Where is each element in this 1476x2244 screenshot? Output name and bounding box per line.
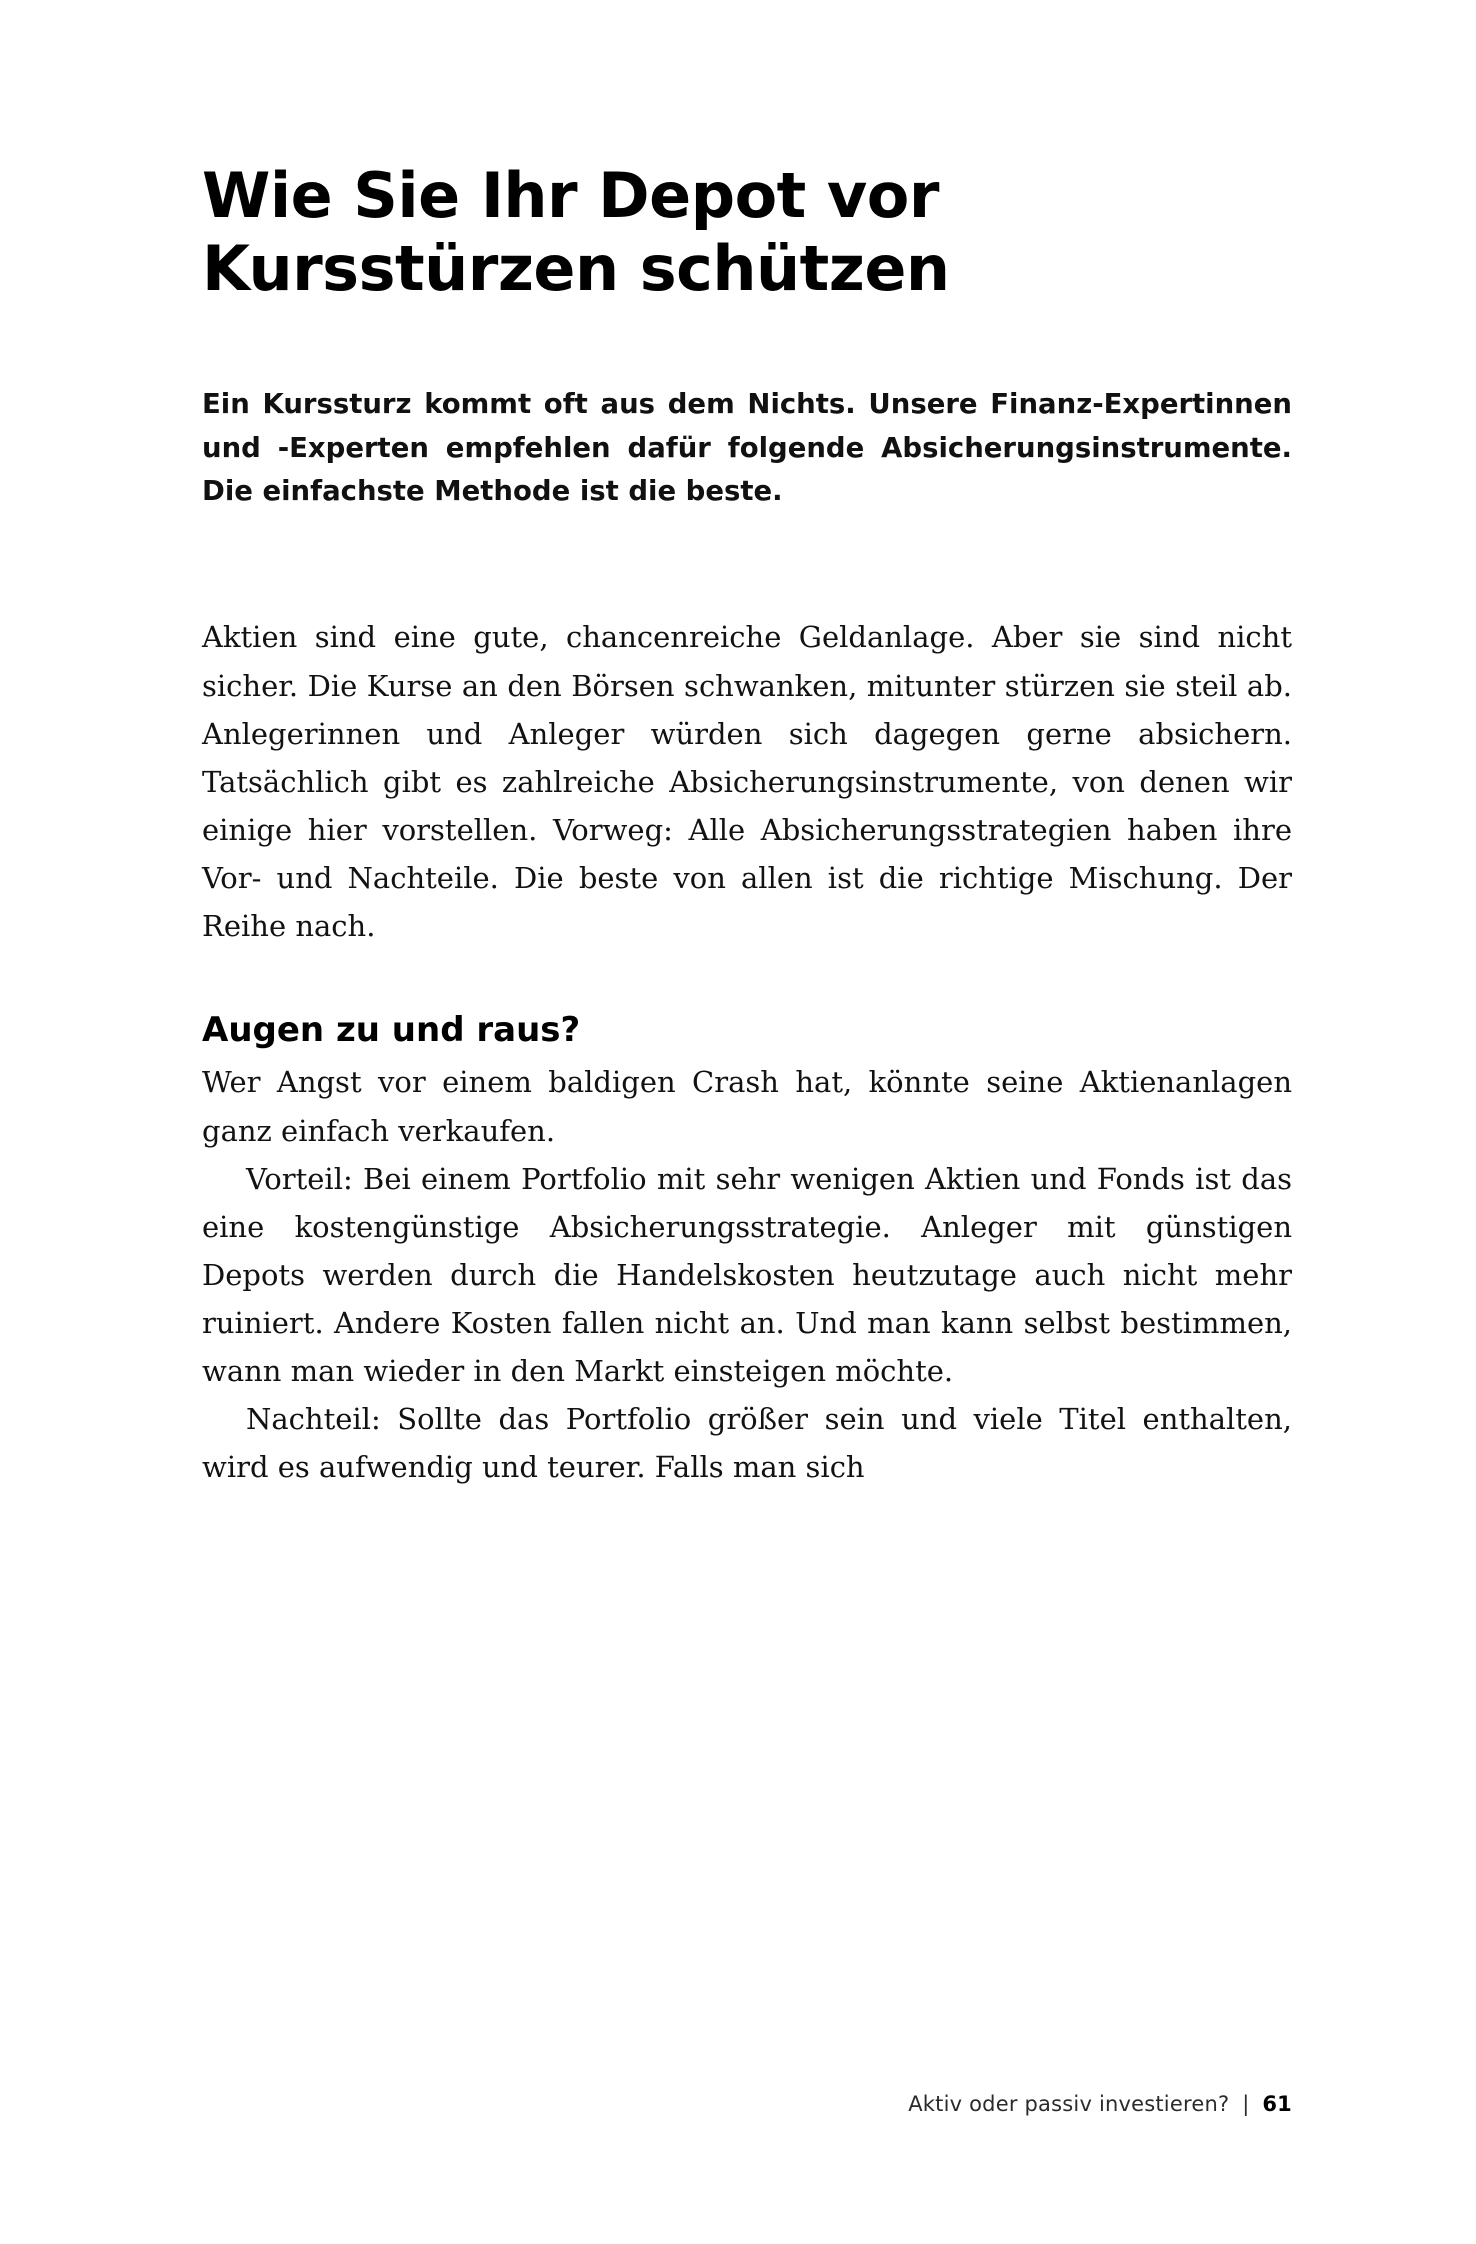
section-heading: Augen zu und raus? bbox=[202, 1010, 581, 1051]
lead-paragraph: Ein Kurssturz kommt oft aus dem Nichts. Unsere Finanz-Expertinnen und -Experten empfehlen dafür folgende Absicherungsinstrumente. Die einfachste Methode ist die beste. bbox=[202, 388, 1292, 507]
page-footer bbox=[908, 2092, 1292, 2116]
footer-separator: | bbox=[1242, 2092, 1250, 2116]
body-paragraph: Nachteil: Sollte das Portfolio größer sein und viele Titel enthalten, wird es aufwendig und teurer. Falls man sich bbox=[202, 1402, 1292, 1485]
body-paragraph: Wer Angst vor einem baldigen Crash hat, könnte seine Aktienanlagen ganz einfach verkaufen. bbox=[202, 1065, 1292, 1148]
page-title: Wie Sie Ihr Depot vor Kursstürzen schützen bbox=[202, 159, 950, 305]
footer-chapter-label: Aktiv oder passiv investieren? bbox=[908, 2092, 1230, 2116]
footer-page-number: 61 bbox=[1262, 2092, 1292, 2116]
body-paragraph: Aktien sind eine gute, chancenreiche Geldanlage. Aber sie sind nicht sicher. Die Kurse an den Börsen schwanken, mitunter stürzen sie steil ab. Anlegerinnen und Anleger würden sich dagegen gerne absichern. Tatsächlich gibt es zahlreiche Absicherungsinstrumente, von denen wir einige hier vorstellen. Vorweg: Alle Absicherungsstrategien haben ihre Vor- und Nachteile. Die beste von allen ist die richtige Mischung. Der Reihe nach. bbox=[202, 620, 1292, 944]
page-content bbox=[202, 0, 1292, 1492]
body-paragraph: Vorteil: Bei einem Portfolio mit sehr wenigen Aktien und Fonds ist das eine kostengünstige Absicherungsstrategie. Anleger mit günstigen Depots werden durch die Handelskosten heutzutage auch nicht mehr ruiniert. Andere Kosten fallen nicht an. Und man kann selbst bestimmen, wann man wieder in den Markt einsteigen möchte. bbox=[202, 1161, 1292, 1389]
